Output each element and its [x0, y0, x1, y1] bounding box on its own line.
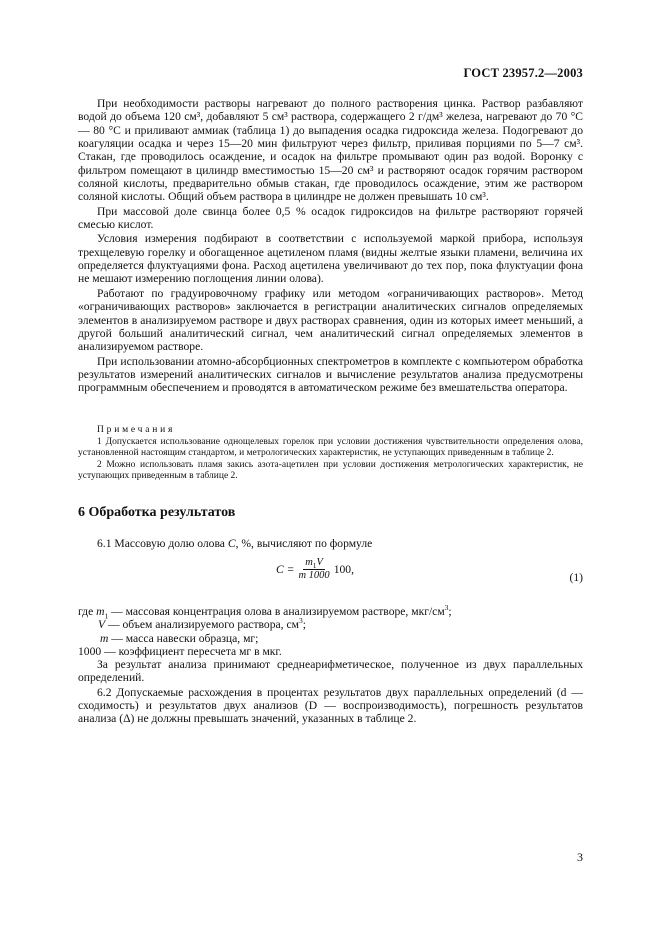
section-title: 6 Обработка результатов	[78, 505, 236, 520]
note-item: 1 Допускается использование однощелевых горелок при условии достижения чувствительности определения олова, установленной настоящим стандартом, и метрологических характеристик, не уступающих приведенным в таблице 2.	[78, 436, 583, 458]
page-number: 3	[577, 850, 583, 864]
formula-lhs: С =	[276, 563, 295, 576]
body-text	[78, 97, 583, 395]
definition-row: 1000 — коэффициент пересчета мг в мкг.	[78, 645, 282, 659]
paragraph-average: За результат анализа принимают среднеарифметическое, полученное из двух параллельных определений.	[78, 658, 583, 685]
formula-denominator: m 1000	[298, 570, 330, 581]
standard-code: ГОСТ 23957.2—2003	[463, 66, 583, 80]
paragraph-computer: При использовании атомно-абсорбционных спектрометров в комплекте с компьютером обработка результатов измерений аналитических сигналов и вычисление результатов анализа предусмотрены программным обеспечением и проводятся в автоматическом режиме без вмешательства оператора.	[78, 354, 583, 395]
paragraph-calibration: Работают по градуировочному графику или методом «ограничивающих растворов». Метод «ограничивающих растворов» заключается в регистрации аналитических сигналов определяемых элементов в анализируемом растворе и двух растворах сравнения, один из которых имеет меньший, а другой больший аналитический сигнал, чем аналитический сигнал определяемых элементов в анализируемом растворе.	[78, 286, 583, 354]
formula-factor: 100,	[333, 563, 354, 576]
paragraph-lead: При массовой доле свинца более 0,5 % осадок гидроксидов на фильтре растворяют горячей смесью кислот.	[78, 204, 583, 232]
paragraph-conditions: Условия измерения подбирают в соответствии с используемой маркой прибора, используя трехщелевую горелку и обогащенное ацетиленом пламя (видны желтые языки пламени, величина их определяется флуктуациями фона. Расход ацетилена увеличивают до тех пор, пока флуктуации фона не мешают измерению поглощения линии олова).	[78, 232, 583, 286]
formula-number: (1)	[569, 571, 583, 584]
formula	[276, 557, 354, 582]
notes-block	[78, 425, 583, 483]
notes-title: Примечания	[97, 425, 176, 435]
definition-row: V — объем анализируемого раствора, $см^3$;	[98, 616, 306, 632]
paragraph-6-1: 6.1 Массовую долю олова С, %, вычисляют по формуле	[97, 537, 373, 550]
formula-fraction	[296, 557, 331, 582]
results-text	[78, 658, 583, 726]
paragraph-dissolution: При необходимости растворы нагревают до полного растворения цинка. Раствор разбавляют водой до объема 120 см³, добавляют 5 см³ раствора, содержащего 2 г/дм³ железа, нагревают до 70 °С — 80 °С и приливают аммиак (таблица 1) до выпадения осадка гидроксида железа. Подогревают до коагуляции осадка и через 15—20 мин фильтруют через фильтр, приливая порциями по 5—7 см³. Стакан, где проводилось осаждение, и осадок на фильтре промывают один раз водой. Воронку с фильтром помещают в цилиндр вместимостью 15—20 см³ и растворяют осадок горячим раствором соляной кислоты, предварительно обмыв стакан, где проводилось осаждение, этим же раствором соляной кислоты. Общий объем раствора в цилиндре не должен превышать 10 см³.	[78, 97, 583, 204]
definition-row: m — масса навески образца, мг;	[100, 631, 259, 645]
formula-definitions	[78, 605, 583, 658]
note-item: 2 Можно использовать пламя закись азота-ацетилен при условии достижения метрологических характеристик, не уступающих приведенным в таблице 2.	[78, 459, 583, 481]
paragraph-6-2: 6.2 Допускаемые расхождения в процентах результатов двух параллельных определений (d — сходимость) и результатов двух анализов (D — воспроизводимость), погрешность результатов анализа (Δ) не должны превышать значений, указанных в таблице 2.	[78, 685, 583, 726]
definition-row: где $m_1$ — массовая концентрация олова в анализируемом растворе, мкг/$см^3$;	[78, 603, 452, 621]
formula-numerator: $m_1V$	[305, 557, 323, 571]
